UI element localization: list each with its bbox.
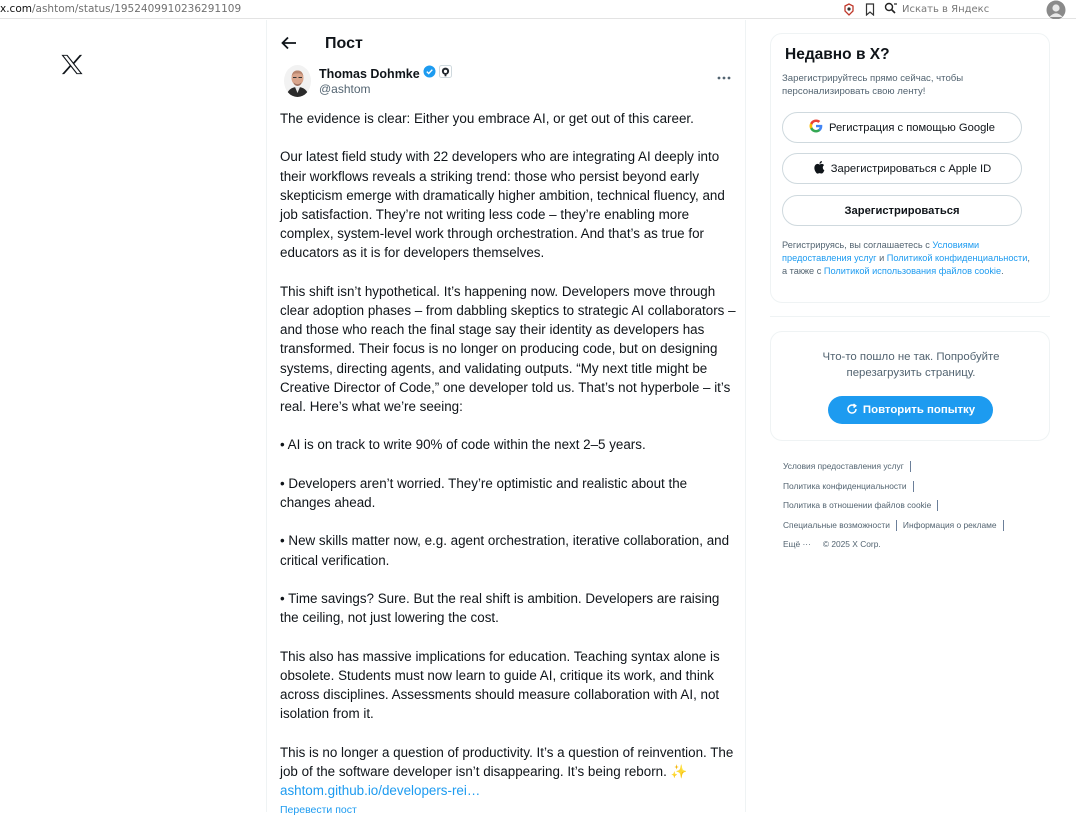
- legal-text-1: Регистрируясь, вы соглашаетесь с: [782, 240, 933, 250]
- legal-text-2: и: [876, 253, 887, 263]
- url-host: x.com: [0, 3, 32, 15]
- signup-subtitle: Зарегистрируйтесь прямо сейчас, чтобы персонализировать свою ленту!: [782, 73, 964, 97]
- post-bullet: • New skills matter now, e.g. agent orchestration, iterative collaboration, and critical verification.: [280, 533, 730, 568]
- footer-copyright: © 2025 X Corp.: [822, 539, 881, 549]
- cookie-policy-link[interactable]: Политикой использования файлов cookie: [823, 266, 1002, 276]
- apple-signup-button[interactable]: [782, 153, 1022, 184]
- footer-privacy-link[interactable]: Политика конфиденциальности: [783, 480, 907, 491]
- legal-text-4: .: [1001, 266, 1004, 276]
- search-icon: [884, 1, 898, 19]
- signup-legal-text: [782, 239, 1032, 278]
- post-paragraph: The evidence is clear: Either you embrace AI, or get out of this career.: [280, 111, 694, 126]
- footer-cookies-link[interactable]: Политика в отношении файлов cookie: [783, 500, 932, 510]
- apple-icon: [813, 160, 825, 177]
- url-path: /ashtom/status/1952409910236291109: [31, 3, 242, 15]
- bookmark-icon[interactable]: [863, 3, 877, 17]
- x-logo-icon[interactable]: [61, 54, 85, 76]
- verified-badge-icon[interactable]: [423, 65, 436, 83]
- page-title: Пост: [325, 35, 363, 52]
- profile-icon[interactable]: [1045, 0, 1067, 19]
- sparkles-emoji: ✨: [670, 763, 688, 779]
- retry-button-label: Повторить попытку: [862, 404, 976, 416]
- legal-text-3: , а также с: [782, 253, 1030, 276]
- post-bullet: • Time savings? Sure. But the real shift is ambition. Developers are raising the ceiling, not just lowering the cost.: [280, 590, 720, 626]
- post-paragraph: [280, 743, 736, 781]
- divider: [770, 316, 1050, 317]
- github-affiliate-icon[interactable]: [439, 65, 452, 83]
- back-arrow-icon[interactable]: [281, 36, 299, 52]
- footer-more-link[interactable]: Ещё ···: [783, 539, 811, 549]
- post-bullet: • AI is on track to write 90% of code within the next 2–5 years.: [280, 437, 646, 453]
- footer-ads-link[interactable]: Информация о рекламе: [902, 519, 997, 530]
- post-link[interactable]: ashtom.github.io/developers-rei…: [280, 782, 481, 798]
- register-button[interactable]: Зарегистрироваться: [782, 195, 1022, 226]
- browser-toolbar: [0, 0, 1076, 19]
- author-handle[interactable]: @ashtom: [319, 82, 371, 96]
- avatar[interactable]: [284, 65, 311, 97]
- footer-links: [783, 457, 1043, 555]
- left-navigation: [0, 20, 266, 812]
- post-bullet: • Developers aren’t worried. They’re optimistic and realistic about the changes ahead.: [280, 475, 688, 510]
- author[interactable]: [319, 65, 452, 83]
- refresh-icon: [846, 403, 858, 418]
- footer-accessibility-link[interactable]: Специальные возможности: [783, 519, 890, 530]
- yandex-search[interactable]: [884, 1, 1034, 18]
- more-options-icon[interactable]: [717, 68, 731, 74]
- post-paragraph: This also has massive implications for education. Teaching syntax alone is obsolete. Students must now learn to guide AI, critique its work, and think across disciplines. Assessments should measure collaboration with AI, not isolation from it.: [280, 648, 720, 722]
- post-paragraph-text: This is no longer a question of productivity. It’s a question of reinvention. The job of the software developer isn’t disappearing. It’s being reborn.: [280, 744, 734, 779]
- post-column: [266, 20, 746, 816]
- post-paragraph: This shift isn’t hypothetical. It’s happening now. Developers move through clear adoption phases – from dabbling skeptics to strategic AI collaborators – and those who reach the final stage say their identity as developers has transformed. Their focus is no longer on producing code, but on designing systems, directing agents, and validating outputs. “My next title might be Creative Director of Code,” one developer told us. That’s not hyperbole – it’s real. Here’s what we’re seeing:: [280, 283, 736, 415]
- post-paragraph: Our latest field study with 22 developers who are integrating AI deeply into their workflows reveals a striking trend: those who persist beyond early skepticism emerge with dramatically higher ambition, technical fluency, and job satisfaction. They’re not writing less code – they’re enabling more complex, system-level work through orchestration. And that’s as true for educators as it is for developers themselves.: [280, 149, 725, 261]
- google-button-label: Регистрация с помощью Google: [828, 121, 995, 134]
- error-message: Что-то пошло не так. Попробуйте перезагрузить страницу.: [822, 351, 1000, 379]
- post-text: [280, 109, 736, 800]
- retry-button[interactable]: [828, 396, 993, 424]
- signup-card: [770, 33, 1050, 303]
- terms-link[interactable]: Условиями предоставления услуг: [782, 240, 980, 263]
- extension-icon[interactable]: [842, 3, 856, 17]
- apple-button-label: Зарегистрироваться с Apple ID: [830, 162, 992, 175]
- author-name[interactable]: Thomas Dohmke: [319, 67, 420, 81]
- privacy-link[interactable]: Политикой конфиденциальности: [886, 253, 1028, 263]
- footer-terms-link[interactable]: Условия предоставления услуг: [783, 461, 904, 471]
- google-icon: [809, 119, 823, 136]
- signup-title: Недавно в X?: [785, 46, 890, 63]
- error-card: [770, 331, 1050, 441]
- address-bar[interactable]: [0, 3, 241, 15]
- search-placeholder: Искать в Яндекс: [902, 4, 990, 15]
- google-signup-button[interactable]: [782, 112, 1022, 143]
- translate-post-link[interactable]: Перевести пост: [280, 804, 357, 816]
